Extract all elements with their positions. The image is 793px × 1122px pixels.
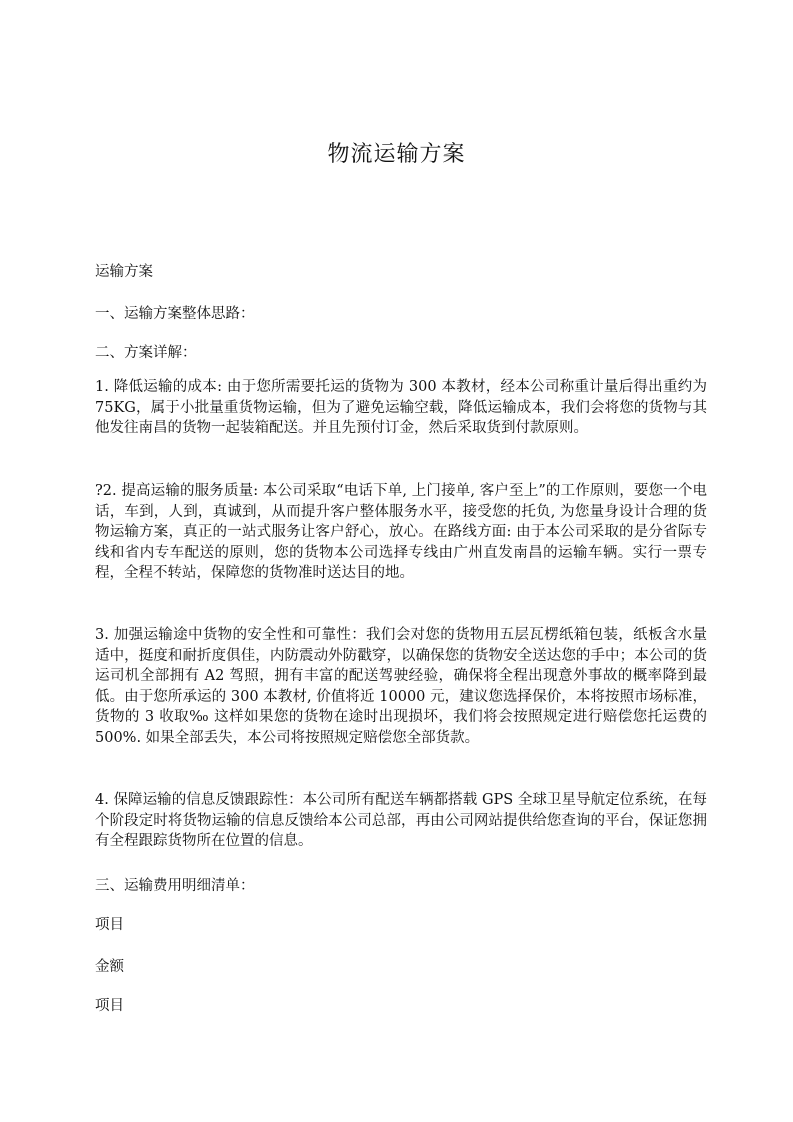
paragraph-4: 4. 保障运输的信息反馈跟踪性：本公司所有配送车辆都搭载 GPS 全球卫星导航定位系统，在每个阶段定时将货物运输的信息反馈给本公司总部，再由公司网站提供给您查询的平台，保证您拥有全程跟踪货物所在位置的信息。: [95, 792, 707, 849]
document-title: 物流运输方案: [327, 142, 466, 167]
paragraph-1: 1. 降低运输的成本: 由于您所需要托运的货物为 300 本教材，经本公司称重计量后得出重约为 75KG，属于小批量重货物运输，但为了避免运输空载，降低运输成本，我们会将您的货物与其他发往南昌的货物一起装箱配送。并且先预付订金，然后采取货到付款原则。: [95, 379, 707, 436]
paragraph-2: ?2. 提高运输的服务质量: 本公司采取“电话下单, 上门接单, 客户至上”的工作原则，要您一个电话，车到，人到，真诚到，从而提升客户整体服务水平，接受您的托负, 为您量身设计合理的货物运输方案，真正的一站式服务让客户舒心，放心。在路线方面: 由于本公司采取的是分省际专线和省内专车配送的原则，您的货物本公司选择专线由广州直发南昌的运输车辆。实行一票专程，全程不转站，保障您的货物准时送达目的地。: [95, 483, 707, 581]
table-item-label-2: 项目: [95, 998, 124, 1014]
table-item-label: 项目: [95, 917, 124, 933]
section-3-heading: 三、运输费用明细清单：: [95, 878, 255, 894]
doc-heading: 运输方案: [95, 264, 153, 280]
section-1-heading: 一、运输方案整体思路：: [95, 306, 255, 322]
section-2-heading: 二、方案详解：: [95, 345, 197, 361]
paragraph-3: 3. 加强运输途中货物的安全性和可靠性：我们会对您的货物用五层瓦楞纸箱包装，纸板含水量适中，挺度和耐折度俱佳，内防震动外防戳穿，以确保您的货物安全送达您的手中；本公司的货运司机全部拥有 A2 驾照，拥有丰富的配送驾驶经验，确保将全程出现意外事故的概率降到最低。由于您所承运的 300 本教材, 价值将近 10000 元，建议您选择保价，本将按照市场标准，货物的 3 收取‰ 这样如果您的货物在途时出现损坏，我们将会按照规定进行赔偿您托运费的 500%. 如果全部丢失，本公司将按照规定赔偿您全部货款。: [95, 627, 707, 746]
table-amount-label: 金额: [95, 959, 124, 975]
